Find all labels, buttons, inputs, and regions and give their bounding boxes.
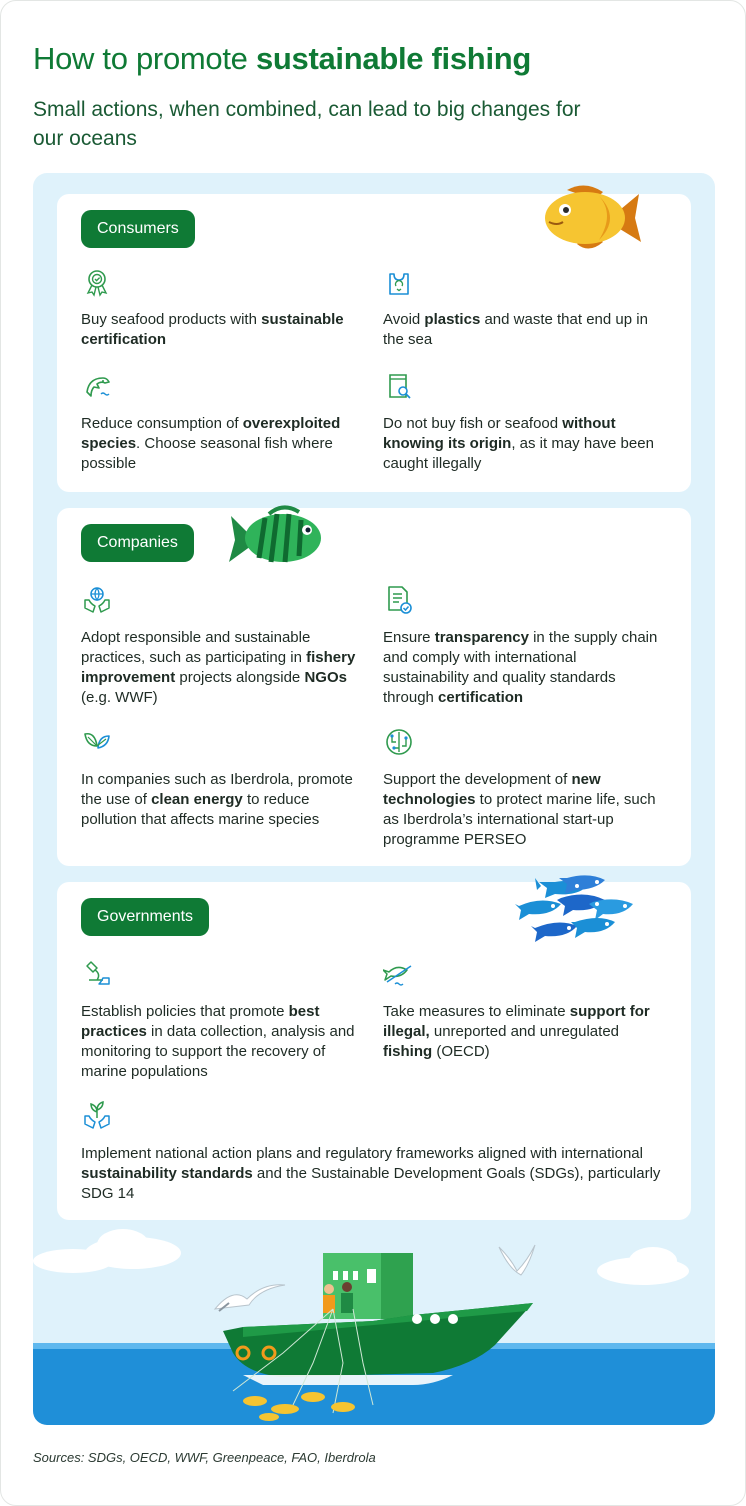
consumers-card xyxy=(57,194,691,492)
body-text: projects alongside xyxy=(175,669,305,686)
body-text: Buy seafood products with xyxy=(81,311,262,328)
emphasis-text: transparency xyxy=(434,629,529,646)
leaves-icon xyxy=(81,726,113,758)
emphasis-text: support for illegal, xyxy=(383,1003,650,1040)
cloud-left xyxy=(33,1229,181,1273)
governments-card xyxy=(57,882,691,1220)
emphasis-text: certification xyxy=(438,689,524,706)
consumers-item-3-text xyxy=(81,414,361,474)
title-prefix: How to promote xyxy=(33,41,248,76)
document-search-icon xyxy=(383,370,415,402)
companies-item-4 xyxy=(383,726,663,850)
companies-item-1-text xyxy=(81,628,361,708)
hands-globe-icon xyxy=(81,584,113,616)
body-text: to reduce pollution that affects marine species xyxy=(81,791,320,828)
green-fish-illustration xyxy=(229,500,325,570)
governments-item-1-text xyxy=(81,1002,361,1082)
consumers-pill: Consumers xyxy=(81,210,195,248)
companies-item-2-text xyxy=(383,628,663,708)
content-panel xyxy=(33,173,715,1425)
body-text: (e.g. WWF) xyxy=(81,689,158,706)
body-text: and waste that end up in the sea xyxy=(383,311,648,348)
dolphin-icon xyxy=(81,370,113,402)
body-text: in data collection, analysis and monitoring to support the recovery of marine populations xyxy=(81,1023,355,1080)
page-subtitle: Small actions, when combined, can lead to big changes for our oceans xyxy=(33,98,581,150)
body-text: and the Sustainable Development Goals (SDGs), particularly SDG 14 xyxy=(81,1165,661,1202)
fish-warning-icon xyxy=(383,958,415,990)
emphasis-text: sustainable certification xyxy=(81,311,344,348)
body-text: in the supply chain and comply with international sustainability and quality standards through xyxy=(383,629,658,706)
body-text: (OECD) xyxy=(432,1043,490,1060)
body-text: unreported and unregulated xyxy=(429,1023,620,1040)
companies-item-1 xyxy=(81,584,361,708)
title-bold: sustainable fishing xyxy=(255,41,532,76)
consumers-item-1 xyxy=(81,266,361,350)
companies-pill: Companies xyxy=(81,524,194,562)
body-text: Implement national action plans and regulatory frameworks aligned with international xyxy=(81,1145,643,1162)
companies-item-2 xyxy=(383,584,663,708)
consumers-item-3 xyxy=(81,370,361,474)
body-text: Reduce consumption of xyxy=(81,415,243,432)
yellow-fish-illustration xyxy=(537,184,643,252)
governments-item-3 xyxy=(81,1100,681,1204)
emphasis-text: fishing xyxy=(383,1043,433,1060)
certificate-badge-icon xyxy=(81,266,113,298)
body-text: Ensure xyxy=(383,629,435,646)
body-text: Support the development of xyxy=(383,771,572,788)
blue-fish-school-illustration xyxy=(515,874,639,954)
plastic-bag-icon xyxy=(383,266,415,298)
hands-plant-icon xyxy=(81,1100,113,1132)
body-text: Avoid xyxy=(383,311,425,328)
body-text: . Choose seasonal fish where possible xyxy=(81,435,333,472)
page-title xyxy=(33,41,531,77)
governments-item-2-text xyxy=(383,1002,663,1062)
seagull-left xyxy=(215,1285,285,1311)
emphasis-text: plastics xyxy=(424,311,481,328)
consumers-item-1-text xyxy=(81,310,361,350)
consumers-item-4-text xyxy=(383,414,663,474)
companies-item-3-text xyxy=(81,770,361,830)
body-text: Adopt responsible and sustainable practices, such as participating in xyxy=(81,629,311,666)
microscope-hand-icon xyxy=(81,958,113,990)
companies-card xyxy=(57,508,691,866)
body-text: Establish policies that promote xyxy=(81,1003,289,1020)
emphasis-text: new technologies xyxy=(383,771,601,808)
consumers-item-2 xyxy=(383,266,663,350)
body-text: Take measures to eliminate xyxy=(383,1003,570,1020)
seagull-right xyxy=(499,1245,535,1275)
sources-note: Sources: SDGs, OECD, WWF, Greenpeace, FAO, Iberdrola xyxy=(33,1450,376,1465)
governments-item-3-text xyxy=(81,1144,681,1204)
circuit-chip-icon xyxy=(383,726,415,758)
governments-item-1 xyxy=(81,958,361,1082)
emphasis-text: overexploited species xyxy=(81,415,341,452)
emphasis-text: fishery improvement xyxy=(81,649,356,686)
governments-pill: Governments xyxy=(81,898,209,936)
body-text: Do not buy fish or seafood xyxy=(383,415,563,432)
body-text: , as it may have been caught illegally xyxy=(383,435,654,472)
emphasis-text: clean energy xyxy=(151,791,243,808)
governments-item-2 xyxy=(383,958,663,1062)
consumers-item-2-text xyxy=(383,310,663,350)
emphasis-text: without knowing its origin xyxy=(383,415,616,452)
document-check-icon xyxy=(383,584,415,616)
companies-item-3 xyxy=(81,726,361,830)
cloud-right xyxy=(597,1247,689,1285)
body-text: In companies such as Iberdrola, promote the use of xyxy=(81,771,353,808)
fishing-boat-scene xyxy=(33,1213,715,1425)
consumers-item-4 xyxy=(383,370,663,474)
emphasis-text: NGOs xyxy=(304,669,347,686)
companies-item-4-text xyxy=(383,770,663,850)
emphasis-text: sustainability standards xyxy=(81,1165,253,1182)
body-text: to protect marine life, such as Iberdrola’s international start-up programme PERSEO xyxy=(383,791,656,848)
emphasis-text: best practices xyxy=(81,1003,320,1040)
